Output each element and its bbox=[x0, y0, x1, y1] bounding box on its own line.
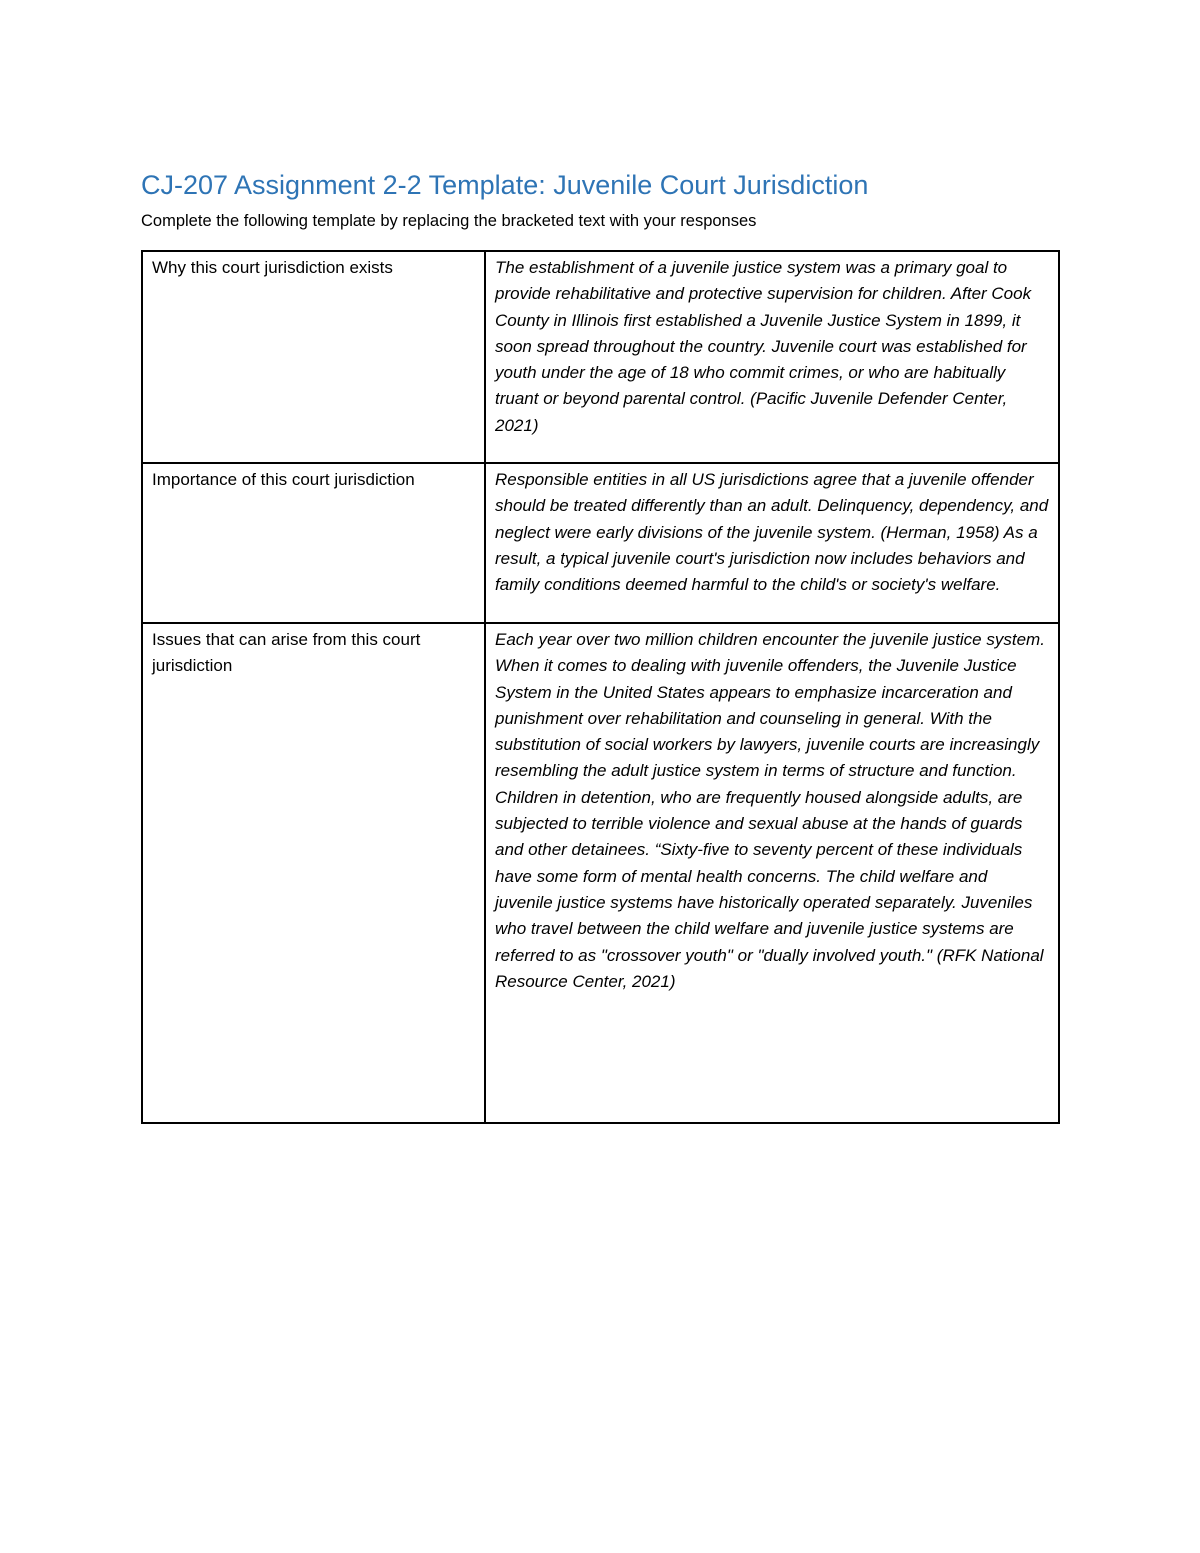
assignment-table bbox=[141, 250, 1060, 1124]
row-label-importance: Importance of this court jurisdiction bbox=[142, 463, 485, 623]
table-row bbox=[142, 251, 1059, 463]
row-response-importance: Responsible entities in all US jurisdictions agree that a juvenile offender should be treated differently than an adult. Delinquency, dependency, and neglect were early divisions of the juvenile system. (Herman, 1958) As a result, a typical juvenile court's jurisdiction now includes behaviors and family conditions deemed harmful to the child's or society's welfare. bbox=[485, 463, 1059, 623]
document-instructions: Complete the following template by replacing the bracketed text with your responses bbox=[141, 212, 757, 230]
row-response-issues: Each year over two million children encounter the juvenile justice system. When it comes to dealing with juvenile offenders, the Juvenile Justice System in the United States appears to emphasize incarceration and punishment over rehabilitation and counseling in general. With the substitution of social workers by lawyers, juvenile courts are increasingly resembling the adult justice system in terms of structure and function. Children in detention, who are frequently housed alongside adults, are subjected to terrible violence and sexual abuse at the hands of guards and other detainees. “Sixty-five to seventy percent of these individuals have some form of mental health concerns. The child welfare and juvenile justice systems have historically operated separately. Juveniles who travel between the child welfare and juvenile justice systems are referred to as "crossover youth" or "dually involved youth." (RFK National Resource Center, 2021) bbox=[485, 623, 1059, 1123]
row-label-why-exists: Why this court jurisdiction exists bbox=[142, 251, 485, 463]
table-row bbox=[142, 463, 1059, 623]
table-row bbox=[142, 623, 1059, 1123]
row-label-issues: Issues that can arise from this court jurisdiction bbox=[142, 623, 485, 1123]
row-response-why-exists: The establishment of a juvenile justice system was a primary goal to provide rehabilitative and protective supervision for children. After Cook County in Illinois first established a Juvenile Justice System in 1899, it soon spread throughout the country. Juvenile court was established for youth under the age of 18 who commit crimes, or who are habitually truant or beyond parental control. (Pacific Juvenile Defender Center, 2021) bbox=[485, 251, 1059, 463]
document-title: CJ-207 Assignment 2-2 Template: Juvenile Court Jurisdiction bbox=[141, 170, 869, 200]
